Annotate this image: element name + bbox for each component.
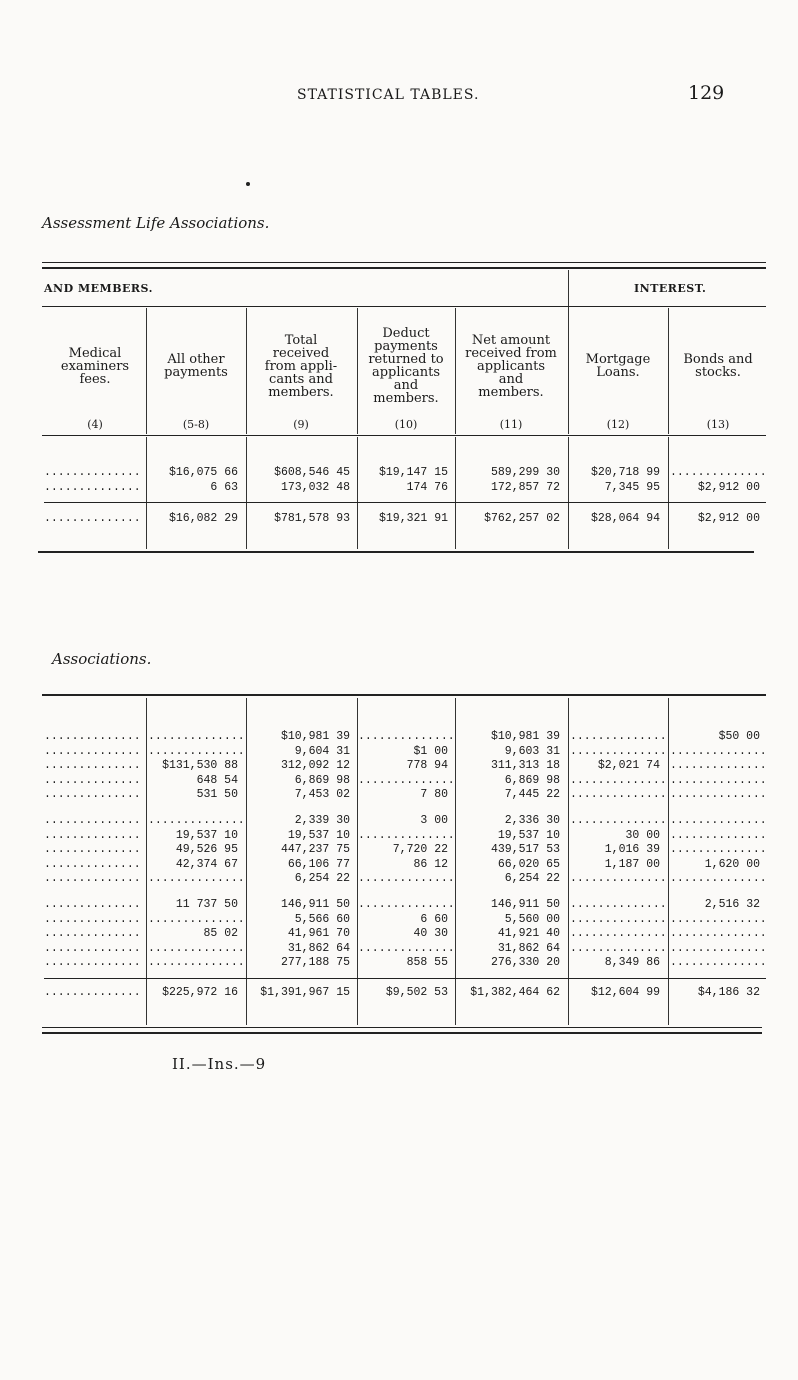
section2-row-cell: 49,526 95 <box>175 843 238 856</box>
section2-row-cell: 7,720 22 <box>392 843 448 856</box>
section2-row-cell: .............. <box>358 773 455 787</box>
page-number: 129 <box>688 82 725 104</box>
column-number-5: (11) <box>499 418 523 431</box>
section2-row-cell: 6,869 98 <box>294 773 350 787</box>
section2-col-divider-6 <box>668 698 669 1025</box>
section1-row-1-cell: $20,718 99 <box>590 466 660 479</box>
section2-row-cell: .............. <box>670 927 767 940</box>
section2-row-cell: 2,339 30 <box>294 814 350 827</box>
column-header-line: Loans. <box>596 365 640 380</box>
section2-row-cell: .............. <box>570 730 667 743</box>
section2-row-cell: .............. <box>570 788 667 801</box>
section2-row-cell: .............. <box>670 843 767 856</box>
section2-row-cell: 7 80 <box>420 788 448 801</box>
header-col-divider-4 <box>455 308 456 434</box>
section2-row-cell: .............. <box>44 872 141 885</box>
section2-row-cell: 66,106 77 <box>287 857 350 871</box>
section2-row-cell: $1 00 <box>413 744 448 758</box>
section2-row-cell: 3 00 <box>420 814 448 827</box>
column-header-line: Deduct <box>382 326 430 341</box>
column-header-line: and <box>393 378 419 393</box>
section2-row-cell: 9,603 31 <box>504 744 560 758</box>
section2-total-cell: $9,502 53 <box>385 986 448 999</box>
section2-row-cell: 42,374 67 <box>175 857 238 871</box>
section1-bottom-rule <box>38 551 754 553</box>
section1-row-1-cell: $19,147 15 <box>378 466 448 479</box>
section2-row-cell: .............. <box>570 927 667 940</box>
header-col-divider-5 <box>568 308 569 434</box>
section2-row-cell: .............. <box>44 759 141 772</box>
column-header-line: Total <box>284 332 318 348</box>
section2-total-cell: $225,972 16 <box>162 986 238 999</box>
section2-row-cell: .............. <box>44 843 141 856</box>
section2-row-cell: .............. <box>670 788 767 801</box>
section2-row-cell: .............. <box>44 773 141 787</box>
section2-row-cell: .............. <box>570 912 667 926</box>
section2-row-cell: 41,961 70 <box>287 927 350 940</box>
section2-row-cell: .............. <box>44 828 141 842</box>
section2-total-cell: $4,186 32 <box>697 986 760 999</box>
section2-row-cell: 41,921 40 <box>497 927 560 940</box>
column-header-2 <box>148 353 244 379</box>
column-header-line: All other <box>167 352 225 367</box>
signature-mark: II.—Ins.—9 <box>172 1055 267 1073</box>
section2-row-cell: .............. <box>670 773 767 787</box>
section2-row-cell: 11 737 50 <box>175 898 238 911</box>
section1-total-cell: $28,064 94 <box>590 512 660 525</box>
column-header-line: Bonds and <box>683 352 753 367</box>
column-header-line: Mortgage <box>585 352 651 367</box>
header-bottom-rule <box>42 435 766 436</box>
group-divider <box>568 270 569 308</box>
column-header-line: members. <box>268 384 334 400</box>
section2-row-cell: .............. <box>44 857 141 871</box>
column-header-line: received <box>272 345 330 361</box>
section2-row-cell: 7,453 02 <box>294 788 350 801</box>
section2-row-cell: 648 54 <box>196 773 238 787</box>
section2-row-cell: 66,020 65 <box>497 857 560 871</box>
section2-row-cell: 858 55 <box>406 956 448 969</box>
section2-row-cell: 1,620 00 <box>704 857 760 871</box>
column-header-line: cants and <box>269 371 333 387</box>
section2-row-cell: .............. <box>670 759 767 772</box>
header-col-divider-1 <box>146 308 147 434</box>
section2-row-cell: 1,016 39 <box>604 843 660 856</box>
section2-row-cell: 311,313 18 <box>490 759 560 772</box>
header-col-divider-3 <box>357 308 358 434</box>
section2-row-cell: .............. <box>44 898 141 911</box>
header-col-divider-2 <box>246 308 247 434</box>
body-col-divider-1 <box>146 437 147 549</box>
column-header-line: applicants <box>476 358 545 374</box>
body-col-divider-5 <box>568 437 569 549</box>
section2-row-cell: .............. <box>670 744 767 758</box>
column-header-line: returned to <box>368 352 444 367</box>
section2-row-cell: $131,530 88 <box>162 759 238 772</box>
section2-row-cell: .............. <box>148 730 245 743</box>
section2-row-cell: .............. <box>148 956 245 969</box>
section2-row-cell: .............. <box>570 941 667 955</box>
section2-bottom-rule-b <box>42 1032 762 1034</box>
section2-row-cell: 439,517 53 <box>490 843 560 856</box>
section1-row-1-cell: $608,546 45 <box>274 466 350 479</box>
section2-row-cell: .............. <box>570 898 667 911</box>
column-header-line: applicants <box>371 365 440 380</box>
section2-row-cell: $10,981 39 <box>490 730 560 743</box>
section2-row-cell: 277,188 75 <box>280 956 350 969</box>
section2-row-cell: 19,537 10 <box>497 828 560 842</box>
running-header-title: STATISTICAL TABLES. <box>297 87 480 103</box>
section2-row-cell: 86 12 <box>413 857 448 871</box>
group-header-interest: INTEREST. <box>634 282 707 295</box>
column-header-line: examiners <box>60 358 130 374</box>
section1-total-cell: $16,082 29 <box>168 512 238 525</box>
section2-row-cell: .............. <box>44 814 141 827</box>
column-header-7 <box>670 353 766 379</box>
section-title-assessment: Assessment Life Associations. <box>42 214 270 232</box>
section2-row-cell: 312,092 12 <box>280 759 350 772</box>
section1-row-2-cell: 173,032 48 <box>280 481 350 494</box>
top-double-rule-b <box>42 267 766 269</box>
section2-row-cell: .............. <box>670 872 767 885</box>
section1-total-rule <box>44 502 766 503</box>
section2-total-cell: $1,382,464 62 <box>470 986 560 999</box>
section2-row-cell: .............. <box>670 956 767 969</box>
column-number-6: (12) <box>606 418 630 431</box>
section2-row-cell: .............. <box>148 912 245 926</box>
section2-row-cell: .............. <box>148 814 245 827</box>
header-col-divider-6 <box>668 308 669 434</box>
section2-row-cell: 6,254 22 <box>504 872 560 885</box>
section2-row-cell: 6,869 98 <box>504 773 560 787</box>
section2-row-cell: 9,604 31 <box>294 744 350 758</box>
section2-row-cell: .............. <box>358 941 455 955</box>
section1-row-2-cell: 172,857 72 <box>490 481 560 494</box>
section2-row-cell: 6,254 22 <box>294 872 350 885</box>
column-header-1 <box>44 347 146 386</box>
section1-row-2-cell: $2,912 00 <box>697 481 760 494</box>
section2-total-cell: $1,391,967 15 <box>260 986 350 999</box>
section1-row-2-cell: .............. <box>44 481 141 494</box>
section2-row-cell: .............. <box>670 912 767 926</box>
column-number-1: (4) <box>87 418 103 431</box>
column-header-line: payments <box>374 339 438 354</box>
section1-row-1-cell: $16,075 66 <box>168 466 238 479</box>
section2-total-cell: $12,604 99 <box>590 986 660 999</box>
column-header-line: Medical <box>68 345 122 361</box>
section2-row-cell: .............. <box>670 941 767 955</box>
section2-row-cell: .............. <box>570 814 667 827</box>
section1-total-cell: $781,578 93 <box>274 512 350 525</box>
section1-row-1-cell: .............. <box>670 466 767 479</box>
section2-row-cell: 531 50 <box>196 788 238 801</box>
section2-row-cell: 31,862 64 <box>287 941 350 955</box>
section2-row-cell: .............. <box>570 744 667 758</box>
printer-mark <box>246 182 250 186</box>
section1-row-2-cell: 174 76 <box>406 481 448 494</box>
column-header-4 <box>358 327 454 405</box>
column-header-3 <box>246 334 356 399</box>
section2-row-cell: 30 00 <box>625 828 660 842</box>
column-header-line: fees. <box>79 371 111 387</box>
column-header-line: from appli- <box>264 358 338 374</box>
section1-total-cell: $19,321 91 <box>378 512 448 525</box>
section2-top-rule <box>42 694 766 696</box>
column-header-line: payments <box>164 365 228 380</box>
section1-total-cell: .............. <box>44 512 141 525</box>
section2-row-cell: 19,537 10 <box>175 828 238 842</box>
section2-row-cell: .............. <box>44 912 141 926</box>
group-header-members: AND MEMBERS. <box>44 282 153 295</box>
section2-row-cell: .............. <box>670 814 767 827</box>
section2-row-cell: $10,981 39 <box>280 730 350 743</box>
section2-row-cell: 146,911 50 <box>490 898 560 911</box>
section2-col-divider-1 <box>146 698 147 1025</box>
section2-row-cell: 6 60 <box>420 912 448 926</box>
section2-row-cell: 5,566 60 <box>294 912 350 926</box>
section2-row-cell: 447,237 75 <box>280 843 350 856</box>
section2-row-cell: .............. <box>358 828 455 842</box>
section1-row-1-cell: 589,299 30 <box>490 466 560 479</box>
section2-row-cell: .............. <box>44 730 141 743</box>
section2-total-cell: .............. <box>44 986 141 999</box>
column-header-line: Net amount <box>471 332 551 348</box>
column-number-3: (9) <box>293 418 309 431</box>
section2-row-cell: 2,516 32 <box>704 898 760 911</box>
section1-total-cell: $2,912 00 <box>697 512 760 525</box>
section2-row-cell: 8,349 86 <box>604 956 660 969</box>
column-number-2: (5-8) <box>182 418 210 431</box>
column-header-line: members. <box>478 384 544 400</box>
column-header-line: received from <box>465 345 557 361</box>
section2-row-cell: 5,560 00 <box>504 912 560 926</box>
section1-row-2-cell: 6 63 <box>210 481 238 494</box>
column-header-line: members. <box>373 391 439 406</box>
section2-row-cell: 146,911 50 <box>280 898 350 911</box>
section2-row-cell: 40 30 <box>413 927 448 940</box>
column-header-line: and <box>498 371 524 387</box>
section2-row-cell: .............. <box>670 828 767 842</box>
section2-row-cell: 2,336 30 <box>504 814 560 827</box>
section2-row-cell: .............. <box>44 956 141 969</box>
section2-row-cell: .............. <box>358 898 455 911</box>
section2-row-cell: 19,537 10 <box>287 828 350 842</box>
section2-row-cell: .............. <box>44 927 141 940</box>
section2-row-cell: .............. <box>358 872 455 885</box>
section2-row-cell: .............. <box>570 872 667 885</box>
section2-total-rule <box>44 978 766 979</box>
section2-col-divider-5 <box>568 698 569 1025</box>
section2-row-cell: 85 02 <box>203 927 238 940</box>
body-col-divider-6 <box>668 437 669 549</box>
section2-row-cell: .............. <box>148 744 245 758</box>
column-number-7: (13) <box>706 418 730 431</box>
section2-bottom-rule-a <box>42 1027 762 1028</box>
section2-row-cell: .............. <box>44 744 141 758</box>
section2-row-cell: $50 00 <box>718 730 760 743</box>
section1-total-cell: $762,257 02 <box>484 512 560 525</box>
section-title-associations: Associations. <box>52 650 152 668</box>
section2-row-cell: .............. <box>570 773 667 787</box>
top-double-rule-a <box>42 262 766 263</box>
section2-row-cell: 31,862 64 <box>497 941 560 955</box>
group-underline <box>42 306 766 307</box>
section2-row-cell: 778 94 <box>406 759 448 772</box>
column-header-6 <box>570 353 666 379</box>
section1-row-1-cell: .............. <box>44 466 141 479</box>
section2-row-cell: .............. <box>44 788 141 801</box>
section2-row-cell: 276,330 20 <box>490 956 560 969</box>
section1-row-2-cell: 7,345 95 <box>604 481 660 494</box>
section2-row-cell: 7,445 22 <box>504 788 560 801</box>
section2-row-cell: .............. <box>148 872 245 885</box>
column-header-line: stocks. <box>695 365 741 380</box>
section2-row-cell: $2,021 74 <box>597 759 660 772</box>
section2-row-cell: 1,187 00 <box>604 857 660 871</box>
column-header-5 <box>456 334 566 399</box>
column-number-4: (10) <box>394 418 418 431</box>
section2-row-cell: .............. <box>148 941 245 955</box>
section2-row-cell: .............. <box>358 730 455 743</box>
section2-row-cell: .............. <box>44 941 141 955</box>
